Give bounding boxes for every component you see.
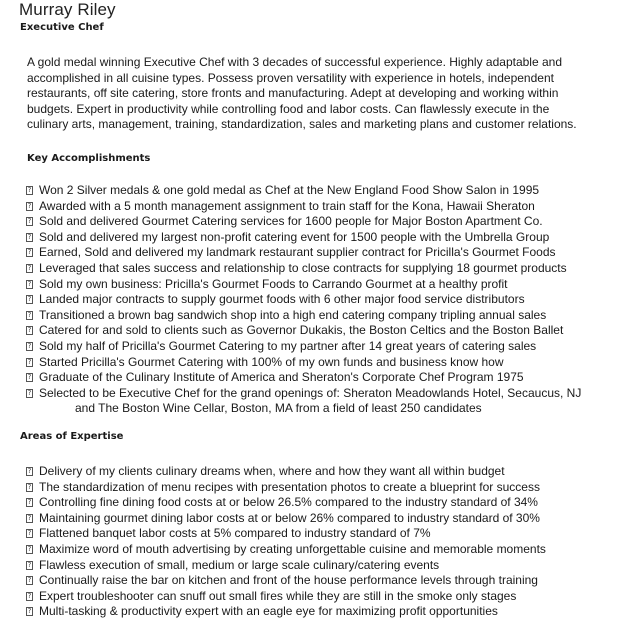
list-item-text: Multi-tasking & productivity expert with an eagle eye for maximizing profit opportunities — [39, 604, 498, 619]
missing-glyph-box-icon — [26, 373, 33, 382]
missing-glyph-box-icon — [26, 607, 33, 616]
list-item — [26, 308, 626, 324]
accomplishments-list — [26, 183, 626, 417]
list-item-text: Flattened banquet labor costs at 5% compared to industry standard of 7% — [39, 526, 431, 541]
list-item-text: Won 2 Silver medals & one gold medal as Chef at the New England Food Show Salon in 1995 — [39, 183, 540, 197]
list-item — [26, 339, 626, 355]
list-item — [26, 604, 626, 620]
list-item — [26, 245, 626, 261]
missing-glyph-box-icon — [26, 342, 33, 351]
list-item-text: Maximize word of mouth advertising by creating unforgettable cuisine and memorable moments — [39, 541, 546, 556]
list-item — [26, 558, 626, 574]
candidate-name: Murray Riley — [19, 0, 116, 19]
list-item-text: Flawless execution of small, medium or large scale culinary/catering events — [39, 557, 440, 572]
missing-glyph-box-icon — [26, 358, 33, 367]
list-item — [26, 261, 626, 277]
missing-glyph-box-icon — [26, 592, 33, 601]
missing-glyph-box-icon — [26, 514, 33, 523]
missing-glyph-box-icon — [26, 202, 33, 211]
missing-glyph-box-icon — [26, 389, 33, 398]
list-item — [26, 464, 626, 480]
list-item — [26, 526, 626, 542]
list-item-text: Sold my half of Pricilla's Gourmet Catering to my partner after 14 great years of catering sales — [39, 338, 537, 353]
list-item-text: Earned, Sold and delivered my landmark restaurant supplier contract for Pricilla's Gourmet Foods — [39, 245, 556, 260]
list-item — [26, 495, 626, 511]
list-item — [26, 277, 626, 293]
list-item — [26, 230, 626, 246]
list-item — [26, 511, 626, 527]
missing-glyph-box-icon — [26, 483, 33, 492]
missing-glyph-box-icon — [26, 498, 33, 507]
list-item-text: Landed major contracts to supply gourmet foods with 6 other major food service distributors — [39, 292, 525, 307]
missing-glyph-box-icon — [26, 561, 33, 570]
list-item-text: Selected to be Executive Chef for the grand openings of: Sheraton Meadowlands Hotel, Secaucus, NJ — [39, 385, 582, 400]
list-item — [26, 292, 626, 308]
missing-glyph-box-icon — [26, 467, 33, 476]
missing-glyph-box-icon — [26, 326, 33, 335]
list-item — [26, 323, 626, 339]
summary-paragraph: A gold medal winning Executive Chef with 3 decades of successful experience. Highly adaptable and accomplished in all cuisine types. Possess proven versatility with experience in hotels, independent restaurants, off site catering, store fronts and manufacturing. Adept at developing and working within budgets. Expert in productivity while controlling food and labor costs. Can flawlessly execute in the culinary arts, management, training, standardization, sales and marketing plans and customer relations. — [27, 55, 577, 132]
list-item-continuation: and The Boston Wine Cellar, Boston, MA from a field of least 250 candidates — [75, 401, 482, 416]
list-item-text: Expert troubleshooter can snuff out small fires while they are still in the smoke only stages — [39, 588, 517, 603]
list-item-text: Continually raise the bar on kitchen and front of the house performance levels through training — [39, 573, 538, 588]
list-item-text: Started Pricilla's Gourmet Catering with 100% of my own funds and business know how — [39, 354, 504, 369]
missing-glyph-box-icon — [26, 264, 33, 273]
list-item-text: Sold and delivered Gourmet Catering services for 1600 people for Major Boston Apartment Co. — [39, 214, 543, 229]
list-item-text: Graduate of the Culinary Institute of America and Sheraton's Corporate Chef Program 1975 — [39, 370, 524, 385]
missing-glyph-box-icon — [26, 233, 33, 242]
missing-glyph-box-icon — [26, 529, 33, 538]
list-item-text: Sold and delivered my largest non-profit catering event for 1500 people with the Umbrella Group — [39, 229, 550, 244]
missing-glyph-box-icon — [26, 295, 33, 304]
missing-glyph-box-icon — [26, 280, 33, 289]
list-item-text: Catered for and sold to clients such as Governor Dukakis, the Boston Celtics and the Boston Ballet — [39, 323, 564, 338]
list-item-text: Delivery of my clients culinary dreams when, where and how they want all within budget — [39, 464, 505, 478]
list-item-text: The standardization of menu recipes with presentation photos to create a blueprint for success — [39, 479, 540, 494]
job-title: Executive Chef — [20, 22, 104, 33]
list-item — [26, 199, 626, 215]
list-item — [26, 214, 626, 230]
list-item-text: Controlling fine dining food costs at or below 26.5% compared to the industry standard of 34% — [39, 495, 538, 510]
list-item-text: Sold my own business: Pricilla's Gourmet Foods to Carrando Gourmet at a healthy profit — [39, 276, 508, 291]
list-item — [26, 573, 626, 589]
list-item — [26, 370, 626, 386]
list-item — [26, 542, 626, 558]
list-item — [26, 480, 626, 496]
missing-glyph-box-icon — [26, 311, 33, 320]
list-item-text: Awarded with a 5 month management assignment to train staff for the Kona, Hawaii Sheraton — [39, 198, 535, 213]
list-item — [26, 589, 626, 605]
list-item — [26, 183, 626, 199]
list-item-text: Transitioned a brown bag sandwich shop into a high end catering company tripling annual sales — [39, 307, 547, 322]
missing-glyph-box-icon — [26, 248, 33, 257]
missing-glyph-box-icon — [26, 576, 33, 585]
missing-glyph-box-icon — [26, 545, 33, 554]
expertise-heading: Areas of Expertise — [20, 431, 124, 442]
list-item-text: Leveraged that sales success and relationship to close contracts for supplying 18 gourmet products — [39, 260, 567, 275]
missing-glyph-box-icon — [26, 217, 33, 226]
accomplishments-heading: Key Accomplishments — [27, 153, 151, 164]
missing-glyph-box-icon — [26, 186, 33, 195]
list-item — [26, 386, 626, 417]
list-item — [26, 355, 626, 371]
list-item-text: Maintaining gourmet dining labor costs at or below 26% compared to industry standard of 30% — [39, 510, 540, 525]
expertise-list — [26, 464, 626, 620]
